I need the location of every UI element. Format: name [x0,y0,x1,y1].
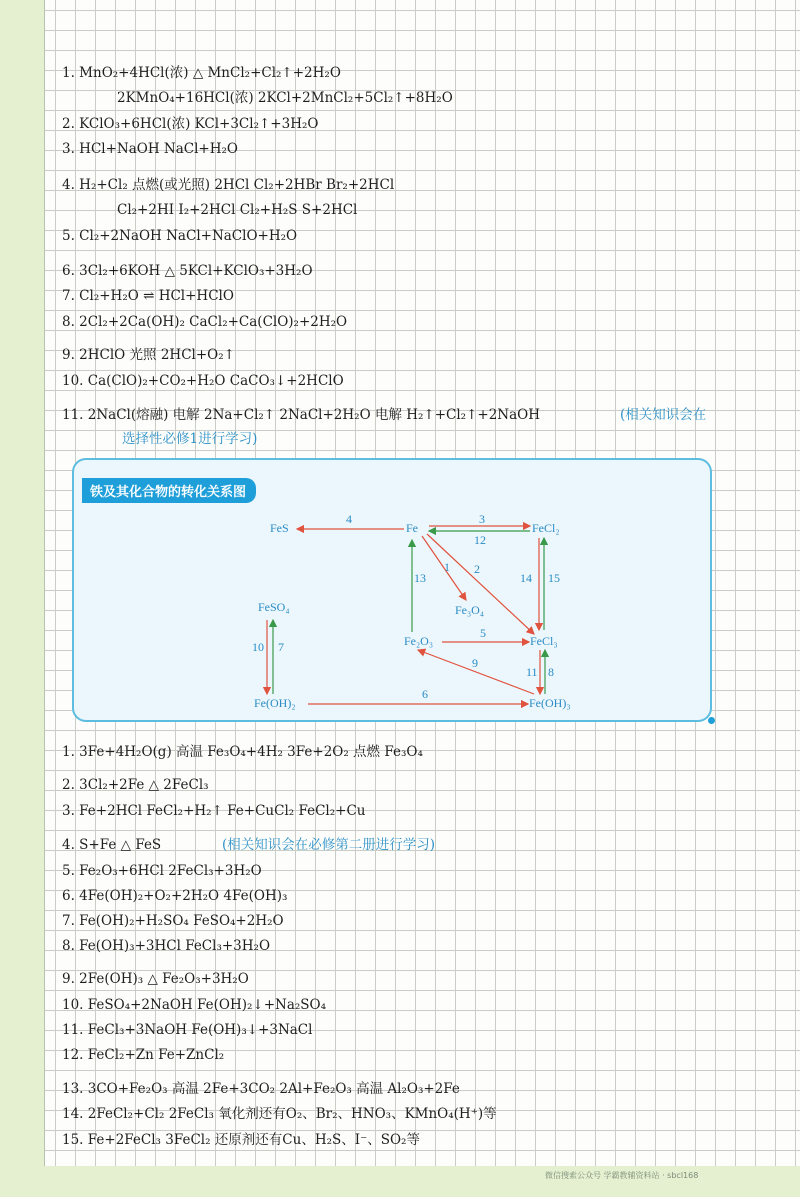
chlorine-eq-10: 10. Ca(ClO)₂+CO₂+H₂O CaCO₃↓+2HClO [62,373,344,389]
chlorine-eq-2: 2. KClO₃+6HCl(浓) KCl+3Cl₂↑+3H₂O [62,116,319,132]
arrow-label-11: 11 [526,665,538,679]
chlorine-eq-5: 5. Cl₂+2NaOH NaCl+NaClO+H₂O [62,228,298,244]
arrow-label-9: 9 [472,656,478,670]
diagram-title: 铁及其化合物的转化关系图 [82,478,256,503]
arrow-label-15: 15 [548,571,560,585]
iron-eq-1: 1. 3Fe+4H₂O(g) 高温 Fe₃O₄+4H₂ 3Fe+2O₂ 点燃 Fe₃O₄ [62,744,423,760]
chlorine-eq-11a: 11. 2NaCl(熔融) 电解 2Na+Cl₂↑ 2NaCl+2H₂O 电解 H₂↑+Cl₂↑+2NaOH [62,407,541,423]
arrow-label-5: 5 [480,626,486,640]
iron-diagram-panel [72,458,712,722]
node-feoh2: Fe(OH)₂ [254,696,296,710]
iron-eq-8: 8. Fe(OH)₃+3HCl FeCl₃+3H₂O [62,938,271,954]
node-fes: FeS [270,521,289,535]
iron-eq-14: 14. 2FeCl₂+Cl₂ 2FeCl₃ 氧化剂还有O₂、Br₂、HNO₃、KMnO₄(H⁺)等 [62,1106,497,1122]
node-fe: Fe [406,521,418,535]
arrow-label-7: 7 [278,640,284,654]
iron-eq-10: 10. FeSO₄+2NaOH Fe(OH)₂↓+Na₂SO₄ [62,997,327,1013]
arrow-label-4: 4 [346,512,352,526]
chlorine-eq-6: 6. 3Cl₂+6KOH △ 5KCl+KClO₃+3H₂O [62,263,313,279]
chlorine-eq-4b: Cl₂+2HI I₂+2HCl Cl₂+H₂S S+2HCl [117,202,358,218]
node-feso4: FeSO₄ [258,600,290,614]
iron-eq-5: 5. Fe₂O₃+6HCl 2FeCl₃+3H₂O [62,863,262,879]
node-fecl3: FeCl₃ [530,634,558,648]
chlorine-eq-1a: 1. MnO₂+4HCl(浓) △ MnCl₂+Cl₂↑+2H₂O [62,65,341,81]
arrow-label-8: 8 [548,665,554,679]
iron-eq-4-note: (相关知识会在必修第二册进行学习) [222,837,436,853]
iron-eq-4: 4. S+Fe △ FeS [62,837,162,853]
iron-eq-2: 2. 3Cl₂+2Fe △ 2FeCl₃ [62,777,209,793]
iron-eq-11: 11. FeCl₃+3NaOH Fe(OH)₃↓+3NaCl [62,1022,313,1038]
diagram-arrows [74,460,710,720]
iron-eq-7: 7. Fe(OH)₂+H₂SO₄ FeSO₄+2H₂O [62,913,284,929]
iron-eq-6: 6. 4Fe(OH)₂+O₂+2H₂O 4Fe(OH)₃ [62,888,288,904]
chlorine-eq-3: 3. HCl+NaOH NaCl+H₂O [62,141,238,157]
chlorine-eq-9: 9. 2HClO 光照 2HCl+O₂↑ [62,347,235,363]
iron-eq-15: 15. Fe+2FeCl₃ 3FeCl₂ 还原剂还有Cu、H₂S、I⁻、SO₂等 [62,1132,420,1148]
arrow-label-10: 10 [252,640,264,654]
chlorine-eq-8: 8. 2Cl₂+2Ca(OH)₂ CaCl₂+Ca(ClO)₂+2H₂O [62,314,348,330]
footer-watermark: 微信搜索公众号 学霸教辅资料站 · sbcl168 [545,1171,699,1180]
arrow-label-2: 2 [474,562,480,576]
node-fe2o3: Fe₂O₃ [404,634,434,648]
arrow-label-3: 3 [479,512,485,526]
node-fe3o4: Fe₃O₄ [455,603,485,617]
iron-eq-9: 9. 2Fe(OH)₃ △ Fe₂O₃+3H₂O [62,971,249,987]
node-fecl2: FeCl₂ [532,521,560,535]
arrow-2 [427,534,534,634]
iron-eq-12: 12. FeCl₂+Zn Fe+ZnCl₂ [62,1047,225,1063]
chlorine-eq-7: 7. Cl₂+H₂O ⇌ HCl+HClO [62,288,234,304]
arrow-label-14: 14 [520,571,532,585]
arrow-label-6: 6 [422,687,428,701]
chlorine-eq-4a: 4. H₂+Cl₂ 点燃(或光照) 2HCl Cl₂+2HBr Br₂+2HCl [62,177,395,193]
iron-eq-3: 3. Fe+2HCl FeCl₂+H₂↑ Fe+CuCl₂ FeCl₂+Cu [62,803,366,819]
chlorine-eq-11-note-b: 选择性必修1进行学习) [122,431,258,447]
arrow-label-1: 1 [444,560,450,574]
chlorine-eq-11-note-a: (相关知识会在 [620,407,707,423]
node-feoh3: Fe(OH)₃ [529,696,571,710]
iron-eq-13: 13. 3CO+Fe₂O₃ 高温 2Fe+3CO₂ 2Al+Fe₂O₃ 高温 Al₂O₃+2Fe [62,1081,460,1097]
arrow-label-13: 13 [414,571,426,585]
arrow-label-12: 12 [474,533,486,547]
chlorine-eq-1b: 2KMnO₄+16HCl(浓) 2KCl+2MnCl₂+5Cl₂↑+8H₂O [117,90,453,106]
